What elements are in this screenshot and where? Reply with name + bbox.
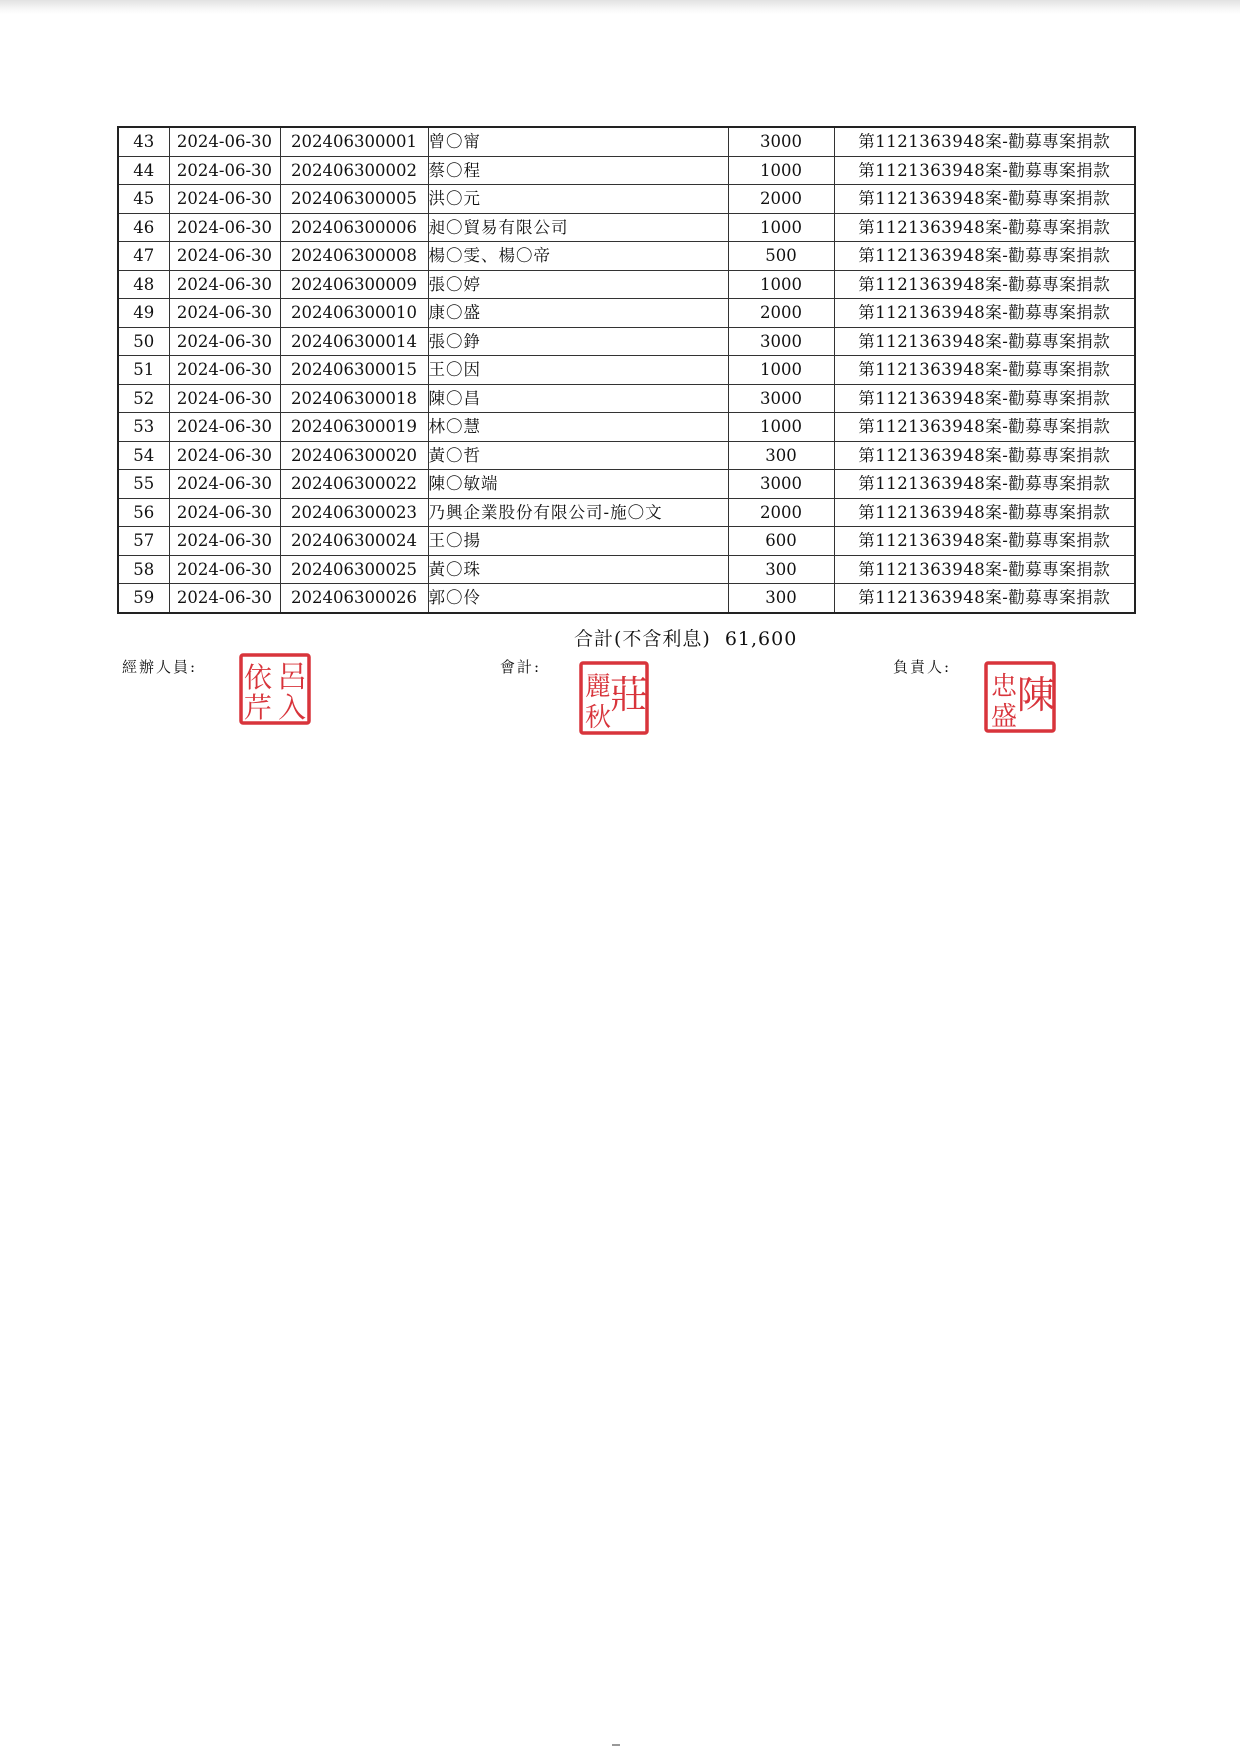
row-index: 50 bbox=[118, 327, 169, 356]
accountant-seal-char-3: 秋 bbox=[584, 703, 612, 733]
donor-name: 昶〇貿易有限公司 bbox=[428, 213, 728, 242]
donation-date: 2024-06-30 bbox=[169, 384, 280, 413]
donation-table bbox=[117, 126, 1136, 614]
donor-name: 張〇錚 bbox=[428, 327, 728, 356]
svg-text:入: 入 bbox=[277, 691, 307, 724]
donation-date: 2024-06-30 bbox=[169, 213, 280, 242]
donation-amount: 600 bbox=[728, 527, 834, 556]
accountant-seal-char-1: 莊 bbox=[609, 673, 649, 717]
table-row bbox=[118, 242, 1135, 271]
donor-name: 楊〇雯、楊〇帝 bbox=[428, 242, 728, 271]
donor-name: 陳〇敏端 bbox=[428, 470, 728, 499]
donation-note: 第1121363948案-勸募專案捐款 bbox=[834, 127, 1135, 156]
director-seal-char-2: 忠 bbox=[990, 672, 1018, 702]
receipt-number: 202406300026 bbox=[280, 584, 428, 613]
table-row bbox=[118, 413, 1135, 442]
donor-name: 黃〇珠 bbox=[428, 555, 728, 584]
donation-amount: 500 bbox=[728, 242, 834, 271]
donation-date: 2024-06-30 bbox=[169, 127, 280, 156]
table-row bbox=[118, 156, 1135, 185]
receipt-number: 202406300001 bbox=[280, 127, 428, 156]
receipt-number: 202406300019 bbox=[280, 413, 428, 442]
row-index: 54 bbox=[118, 441, 169, 470]
donation-date: 2024-06-30 bbox=[169, 356, 280, 385]
donation-amount: 3000 bbox=[728, 127, 834, 156]
donation-note: 第1121363948案-勸募專案捐款 bbox=[834, 527, 1135, 556]
row-index: 49 bbox=[118, 299, 169, 328]
donation-note: 第1121363948案-勸募專案捐款 bbox=[834, 270, 1135, 299]
table-row bbox=[118, 327, 1135, 356]
row-index: 57 bbox=[118, 527, 169, 556]
page-footer-mark bbox=[612, 1744, 620, 1746]
table-row bbox=[118, 185, 1135, 214]
receipt-number: 202406300014 bbox=[280, 327, 428, 356]
donation-note: 第1121363948案-勸募專案捐款 bbox=[834, 185, 1135, 214]
donation-table-body bbox=[118, 127, 1135, 613]
donation-note: 第1121363948案-勸募專案捐款 bbox=[834, 413, 1135, 442]
row-index: 56 bbox=[118, 498, 169, 527]
handler-label: 經辦人員: bbox=[122, 658, 198, 676]
receipt-number: 202406300025 bbox=[280, 555, 428, 584]
donation-date: 2024-06-30 bbox=[169, 185, 280, 214]
table-row bbox=[118, 127, 1135, 156]
accountant-label: 會計: bbox=[500, 658, 542, 676]
director-seal-stamp bbox=[983, 660, 1057, 734]
receipt-number: 202406300010 bbox=[280, 299, 428, 328]
handler-seal-char-2: 依 bbox=[243, 661, 273, 694]
donation-amount: 2000 bbox=[728, 498, 834, 527]
donation-date: 2024-06-30 bbox=[169, 470, 280, 499]
handler-seal-stamp bbox=[238, 652, 312, 726]
donation-amount: 1000 bbox=[728, 356, 834, 385]
table-row bbox=[118, 356, 1135, 385]
donation-date: 2024-06-30 bbox=[169, 156, 280, 185]
row-index: 47 bbox=[118, 242, 169, 271]
donation-table-wrapper bbox=[117, 126, 1134, 614]
row-index: 43 bbox=[118, 127, 169, 156]
donation-note: 第1121363948案-勸募專案捐款 bbox=[834, 327, 1135, 356]
receipt-number: 202406300015 bbox=[280, 356, 428, 385]
donation-note: 第1121363948案-勸募專案捐款 bbox=[834, 384, 1135, 413]
row-index: 53 bbox=[118, 413, 169, 442]
donation-amount: 3000 bbox=[728, 384, 834, 413]
donor-name: 郭〇伶 bbox=[428, 584, 728, 613]
receipt-number: 202406300023 bbox=[280, 498, 428, 527]
handler-seal-char-3: 芹 bbox=[243, 691, 273, 724]
donor-name: 張〇婷 bbox=[428, 270, 728, 299]
donation-note: 第1121363948案-勸募專案捐款 bbox=[834, 584, 1135, 613]
donation-date: 2024-06-30 bbox=[169, 498, 280, 527]
receipt-number: 202406300020 bbox=[280, 441, 428, 470]
table-row bbox=[118, 470, 1135, 499]
table-row bbox=[118, 555, 1135, 584]
donation-date: 2024-06-30 bbox=[169, 584, 280, 613]
accountant-seal-stamp bbox=[578, 660, 650, 736]
director-label: 負責人: bbox=[893, 658, 952, 676]
row-index: 44 bbox=[118, 156, 169, 185]
donor-name: 康〇盛 bbox=[428, 299, 728, 328]
donation-note: 第1121363948案-勸募專案捐款 bbox=[834, 498, 1135, 527]
row-index: 52 bbox=[118, 384, 169, 413]
donor-name: 王〇因 bbox=[428, 356, 728, 385]
table-row bbox=[118, 299, 1135, 328]
donation-date: 2024-06-30 bbox=[169, 527, 280, 556]
table-row bbox=[118, 441, 1135, 470]
director-seal-char-1: 陳 bbox=[1016, 673, 1056, 717]
donation-amount: 1000 bbox=[728, 413, 834, 442]
handler-seal-char-1: 呂 bbox=[277, 660, 307, 695]
row-index: 58 bbox=[118, 555, 169, 584]
receipt-number: 202406300008 bbox=[280, 242, 428, 271]
donation-date: 2024-06-30 bbox=[169, 327, 280, 356]
receipt-number: 202406300005 bbox=[280, 185, 428, 214]
donation-date: 2024-06-30 bbox=[169, 413, 280, 442]
receipt-number: 202406300022 bbox=[280, 470, 428, 499]
table-row bbox=[118, 498, 1135, 527]
donation-amount: 1000 bbox=[728, 213, 834, 242]
table-row bbox=[118, 270, 1135, 299]
table-row bbox=[118, 527, 1135, 556]
donation-date: 2024-06-30 bbox=[169, 441, 280, 470]
donation-date: 2024-06-30 bbox=[169, 242, 280, 271]
donation-note: 第1121363948案-勸募專案捐款 bbox=[834, 555, 1135, 584]
donor-name: 洪〇元 bbox=[428, 185, 728, 214]
row-index: 46 bbox=[118, 213, 169, 242]
donation-amount: 300 bbox=[728, 441, 834, 470]
donation-amount: 1000 bbox=[728, 270, 834, 299]
row-index: 45 bbox=[118, 185, 169, 214]
donation-amount: 300 bbox=[728, 555, 834, 584]
total-label: 合計(不含利息) bbox=[574, 628, 711, 650]
donation-note: 第1121363948案-勸募專案捐款 bbox=[834, 470, 1135, 499]
row-index: 51 bbox=[118, 356, 169, 385]
accountant-seal-char-2: 麗 bbox=[584, 672, 612, 702]
donation-amount: 1000 bbox=[728, 156, 834, 185]
table-row bbox=[118, 584, 1135, 613]
row-index: 59 bbox=[118, 584, 169, 613]
table-row bbox=[118, 384, 1135, 413]
donor-name: 乃興企業股份有限公司-施〇文 bbox=[428, 498, 728, 527]
receipt-number: 202406300018 bbox=[280, 384, 428, 413]
donation-note: 第1121363948案-勸募專案捐款 bbox=[834, 441, 1135, 470]
director-seal-char-3: 盛 bbox=[990, 702, 1018, 732]
donation-note: 第1121363948案-勸募專案捐款 bbox=[834, 213, 1135, 242]
receipt-number: 202406300024 bbox=[280, 527, 428, 556]
receipt-number: 202406300009 bbox=[280, 270, 428, 299]
donation-amount: 3000 bbox=[728, 470, 834, 499]
donation-note: 第1121363948案-勸募專案捐款 bbox=[834, 356, 1135, 385]
row-index: 55 bbox=[118, 470, 169, 499]
donation-amount: 3000 bbox=[728, 327, 834, 356]
donation-note: 第1121363948案-勸募專案捐款 bbox=[834, 299, 1135, 328]
scan-edge bbox=[0, 0, 1240, 14]
table-row bbox=[118, 213, 1135, 242]
donation-date: 2024-06-30 bbox=[169, 555, 280, 584]
total-line bbox=[574, 624, 797, 651]
donation-date: 2024-06-30 bbox=[169, 270, 280, 299]
donation-note: 第1121363948案-勸募專案捐款 bbox=[834, 242, 1135, 271]
row-index: 48 bbox=[118, 270, 169, 299]
donation-date: 2024-06-30 bbox=[169, 299, 280, 328]
donation-amount: 2000 bbox=[728, 185, 834, 214]
receipt-number: 202406300006 bbox=[280, 213, 428, 242]
donor-name: 蔡〇程 bbox=[428, 156, 728, 185]
donor-name: 黃〇哲 bbox=[428, 441, 728, 470]
donation-amount: 300 bbox=[728, 584, 834, 613]
donation-note: 第1121363948案-勸募專案捐款 bbox=[834, 156, 1135, 185]
donor-name: 曾〇甯 bbox=[428, 127, 728, 156]
donor-name: 林〇慧 bbox=[428, 413, 728, 442]
total-value: 61,600 bbox=[724, 628, 798, 650]
donor-name: 王〇揚 bbox=[428, 527, 728, 556]
receipt-number: 202406300002 bbox=[280, 156, 428, 185]
donation-amount: 2000 bbox=[728, 299, 834, 328]
donor-name: 陳〇昌 bbox=[428, 384, 728, 413]
